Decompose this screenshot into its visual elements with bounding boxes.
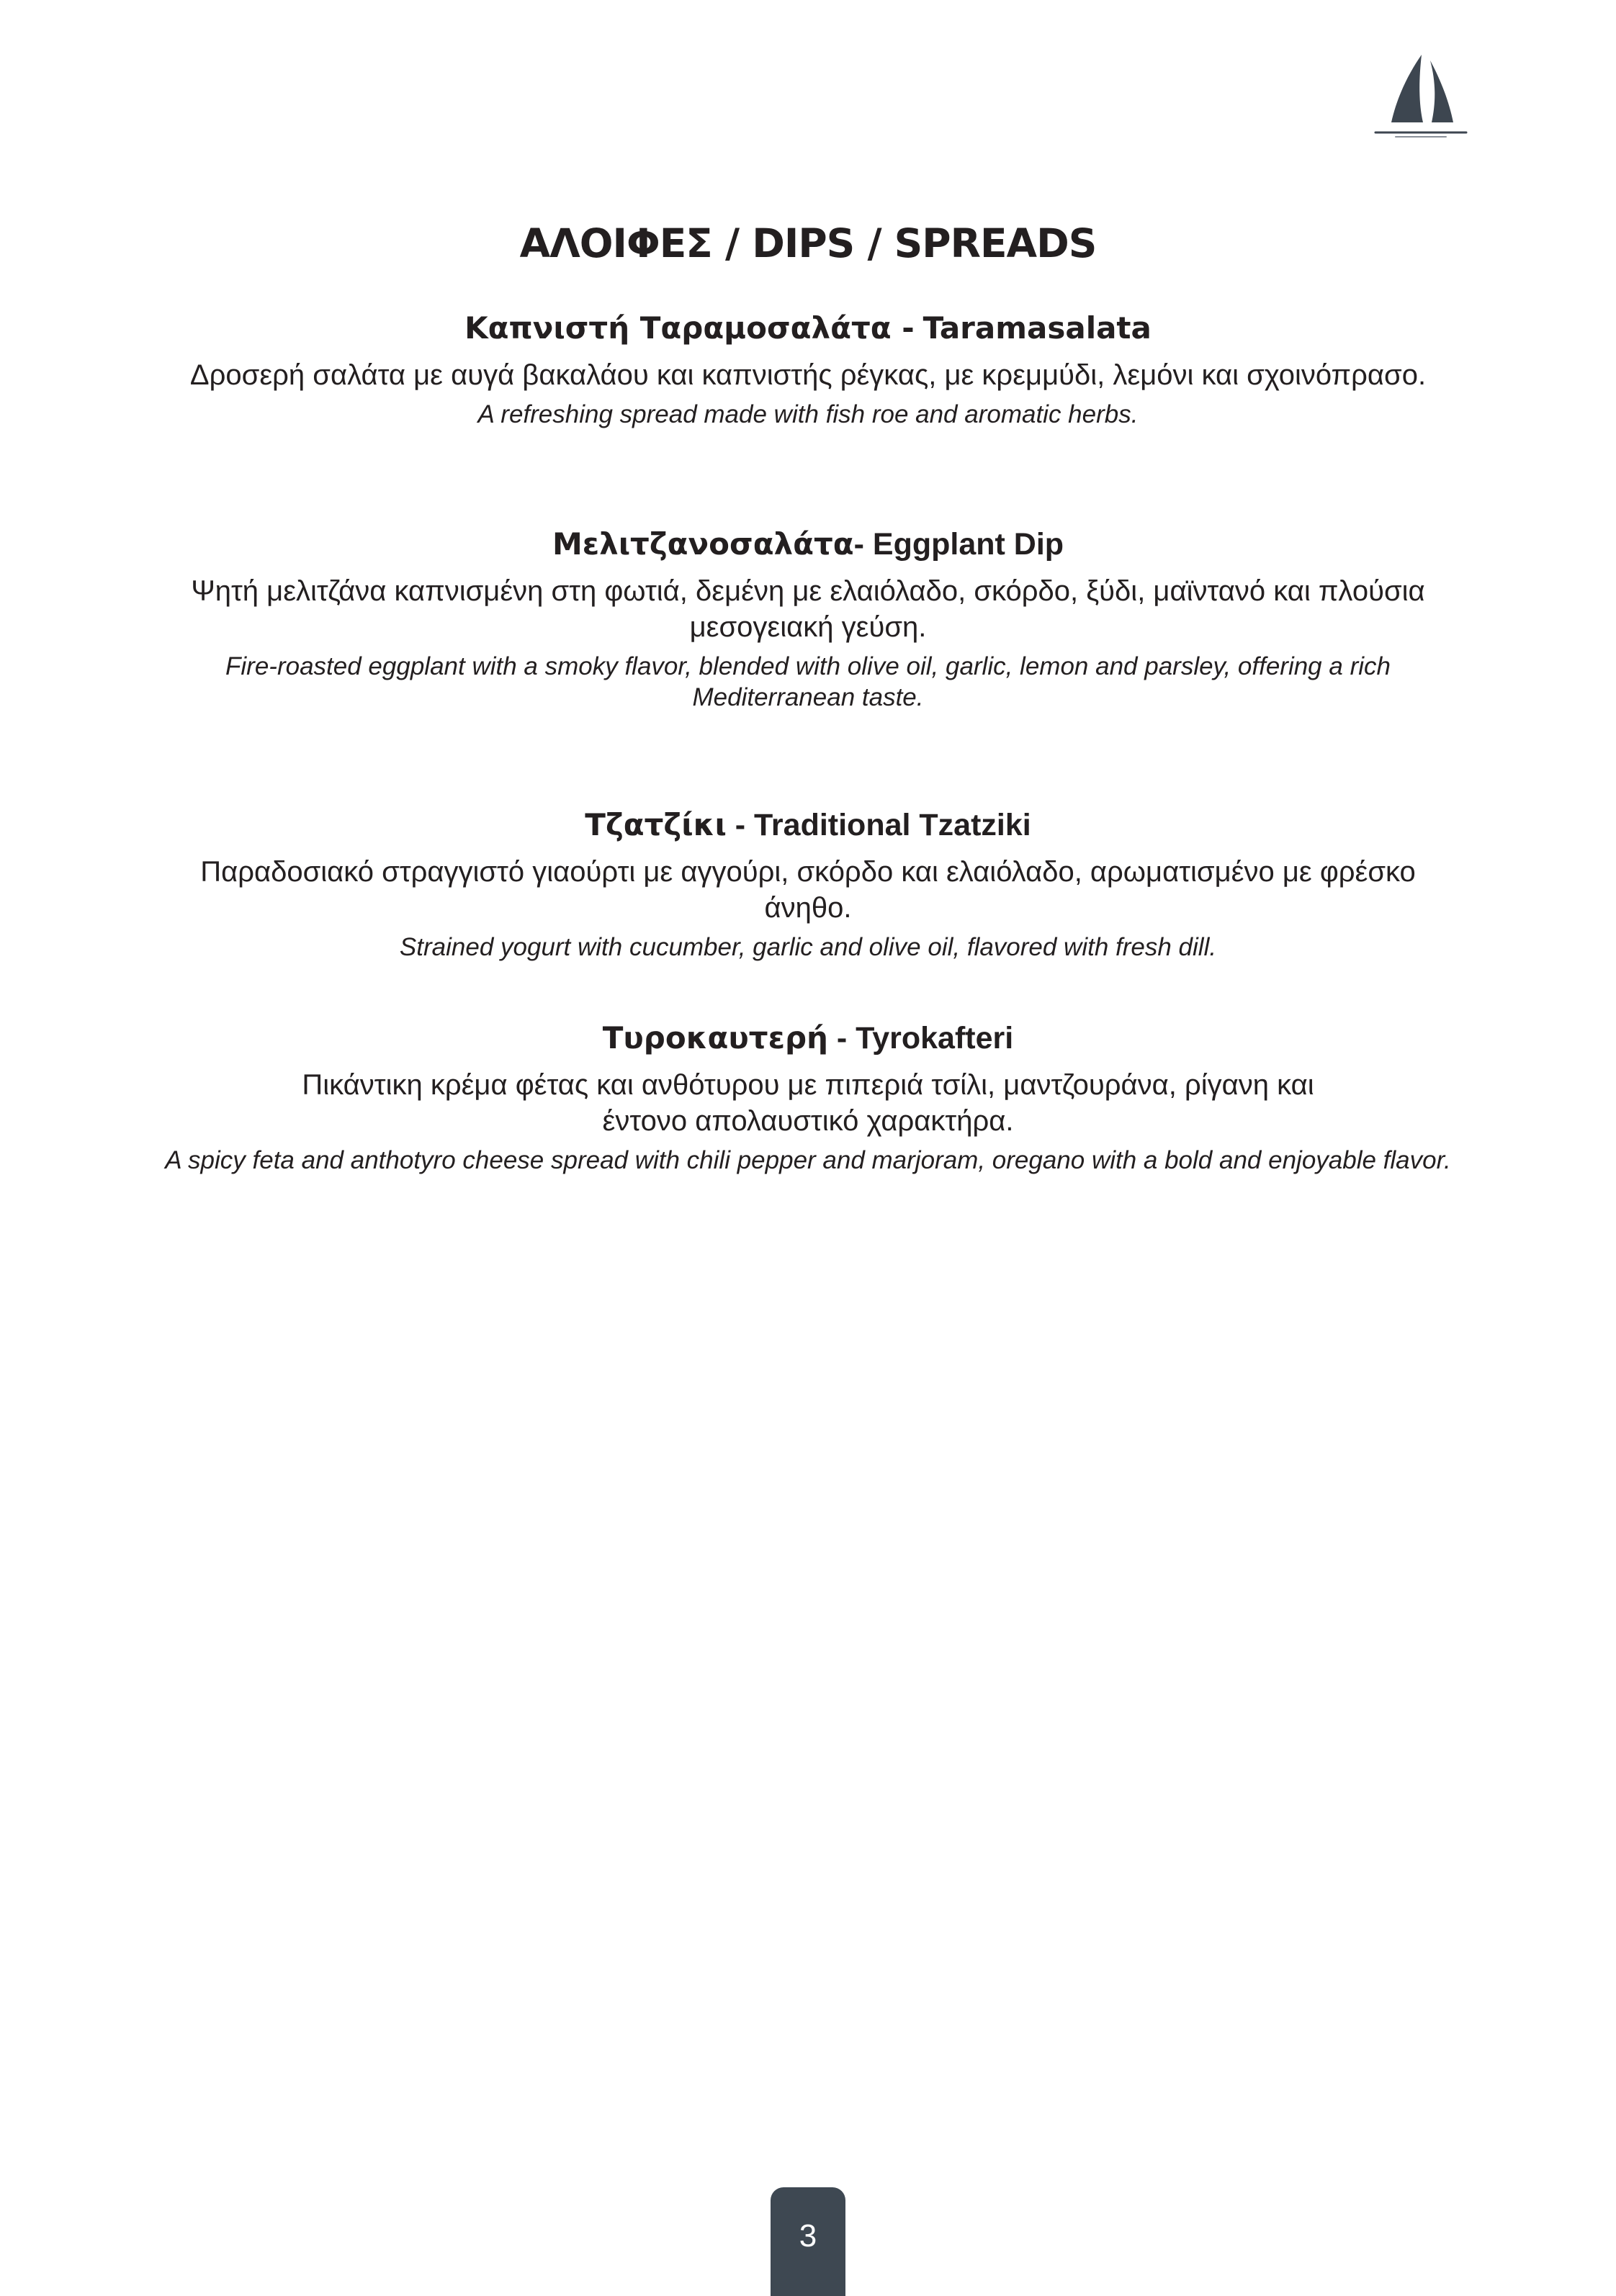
item-description-english: Fire-roasted eggplant with a smoky flavor, blended with olive oil, garlic, lemon and parsley, offering a rich Mediterranean taste.	[225, 652, 1391, 711]
sailboat-icon	[1371, 52, 1472, 141]
item-name-english: - Tyrokafteri	[836, 1021, 1014, 1055]
item-description-english: A spicy feta and anthotyro cheese spread with chili pepper and marjoram, oregano with a bold and enjoyable flavor.	[165, 1146, 1451, 1174]
page-number: 3	[799, 2218, 817, 2254]
item-description-greek: Παραδοσιακό στραγγιστό γιαούρτι με αγγούρι, σκόρδο και ελαιόλαδο, αρωματισμένο με φρέσκο άνηθο.	[200, 856, 1416, 924]
item-description-greek: Ψητή μελιτζάνα καπνισμένη στη φωτιά, δεμένη με ελαιόλαδο, σκόρδο, ξύδι, μαϊντανό και πλούσια μεσογειακή γεύση.	[191, 575, 1425, 643]
item-name	[158, 802, 1458, 848]
item-name	[158, 305, 1458, 351]
menu-item	[158, 802, 1458, 963]
item-name-greek: Καπνιστή Ταραμοσαλάτα -	[464, 310, 915, 346]
item-name-english: Taramasalata	[923, 310, 1152, 346]
item-name	[158, 521, 1458, 567]
menu-item	[158, 305, 1458, 430]
item-name-greek: Τυροκαυτερή	[602, 1020, 828, 1055]
item-description-english: Strained yogurt with cucumber, garlic and olive oil, flavored with fresh dill.	[399, 933, 1217, 961]
item-name-greek: Τζατζίκι	[585, 807, 727, 842]
page-title: ΑΛΟΙΦΕΣ / DIPS / SPREADS	[519, 220, 1097, 266]
item-description-english: A refreshing spread made with fish roe and aromatic herbs.	[477, 400, 1139, 428]
page-number-tab	[771, 2187, 845, 2296]
menu-item	[158, 521, 1458, 713]
item-description-greek: Πικάντικη κρέμα φέτας και ανθότυρου με πιπεριά τσίλι, μαντζουράνα, ρίγανη και έντονο απολαυστικό χαρακτήρα.	[302, 1069, 1314, 1137]
item-description-greek: Δροσερή σαλάτα με αυγά βακαλάου και καπνιστής ρέγκας, με κρεμμύδι, λεμόνι και σχοινόπρασο.	[189, 359, 1427, 391]
item-name	[158, 1015, 1458, 1061]
item-name-english: - Eggplant Dip	[853, 527, 1064, 562]
menu-item	[158, 1015, 1458, 1176]
item-name-greek: Μελιτζανοσαλάτα	[552, 526, 854, 562]
item-name-english: - Traditional Tzatziki	[735, 808, 1031, 842]
